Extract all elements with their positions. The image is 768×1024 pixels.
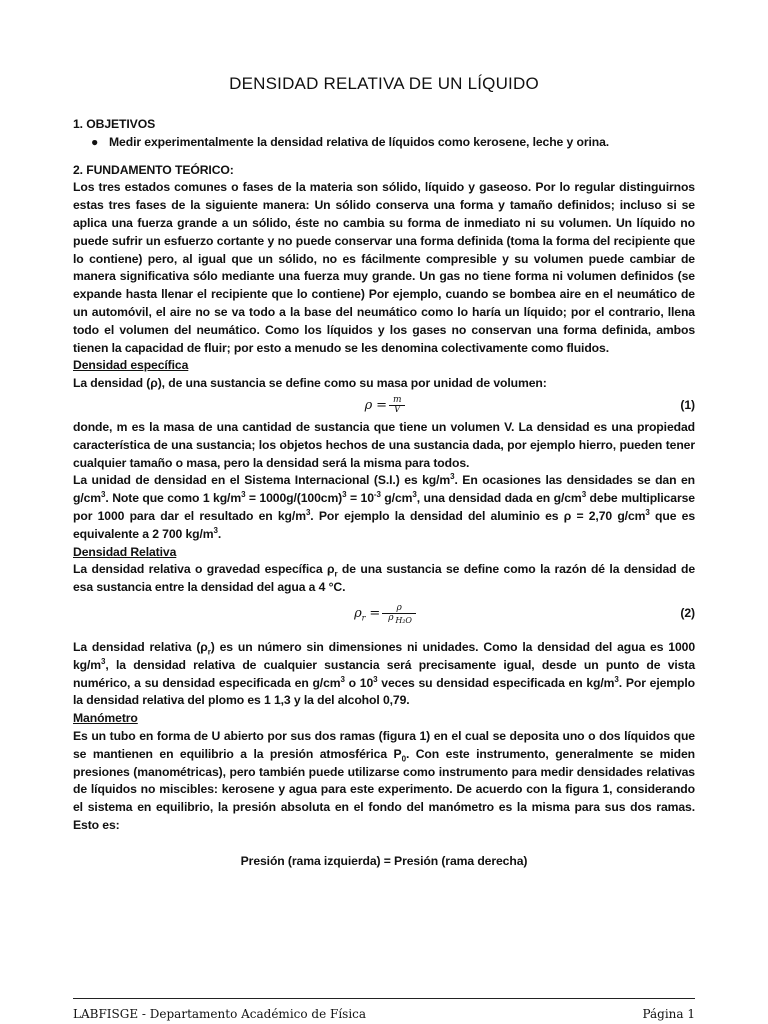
section-objetivos-heading: 1. OBJETIVOS [73, 117, 156, 131]
page-title: DENSIDAD RELATIVA DE UN LÍQUIDO [229, 74, 539, 93]
equation-2 [73, 597, 695, 631]
page-footer [73, 998, 695, 1021]
eq1-numerator: m [392, 395, 402, 406]
subheading-manometro: Manómetro [73, 711, 138, 726]
eq2-label: (2) [680, 605, 695, 620]
footer-page-number: Página 1 [642, 1007, 695, 1021]
eq2-lhs: $\rho_r$ = [354, 606, 381, 623]
eq1-denominator: V [393, 405, 401, 416]
paragraph-manometro: Es un tubo en forma de U abierto por sus dos ramas (figura 1) en el cual se deposita uno o dos líquidos que se mantienen en equilibrio a la presión atmosférica $P_0$. Con este instrumento, generalmente se miden presiones (manométricas), pero también puede utilizarse como instrumento para medir densidades relativas de líquidos no miscibles: kerosene y agua para este experimento. De acuerdo con la figura 1, considerando el sistema en equilibrio, la presión absoluta en el fondo del manómetro es la misma para sus dos ramas. Esto es: [73, 728, 695, 832]
footer-department: LABFISGE - Departamento Académico de Física [73, 1007, 367, 1021]
objective-bullet [91, 134, 695, 152]
pressure-equation-text: Presión (rama izquierda) = Presión (rama derecha) [240, 853, 528, 868]
subheading-densidad-relativa: Densidad Relativa [73, 544, 177, 559]
paragraph-densidad-relativa-2: La densidad relativa $(\rho_r)$ es un número sin dimensiones ni unidades. Como la densidad del agua es 1000 $kg/m^3$, la densidad relativa de cualquier sustancia será precisamente igual, desde un punto de vista numérico, a su densidad especificada en $g/cm^3$ o $10^3$ veces su densidad especificada en $kg/m^3$. Por ejemplo la densidad relativa del plomo es 1 1,3 y la del alcohol 0,79. [73, 639, 695, 708]
eq2-fraction [384, 603, 414, 626]
paragraph-densidad-def: La densidad (ρ), de una sustancia se define como su masa por unidad de volumen: [73, 376, 547, 391]
paragraph-unidades: La unidad de densidad en el Sistema Internacional (S.I.) es $kg/m^3$. En ocasiones las densidades se dan en $g/cm^3$. Note que como 1 $kg/m^3 = 1000g/(100cm)^3 = 10^{-3}$ $g/cm^3$, una densidad dada en $g/cm^3$ debe multiplicarse por 1000 para dar el resultado en $kg/m^3$. Por ejemplo la densidad del aluminio es ρ = 2,70 $g/cm^3$ que es equivalente a 2 700 $kg/m^3$. [73, 472, 696, 541]
eq1-label: (1) [680, 397, 695, 412]
document-body [73, 116, 695, 870]
paragraph-estados-materia: Los tres estados comunes o fases de la materia son sólido, líquido y gaseoso. Por lo regular distinguirnos estas tres fases de la siguiente manera: Un sólido conserva una forma y tamaño definidos; incluso si se aplica una fuerza grande a un sólido, éste no cambia su forma de inmediato ni su volumen. Un líquido no puede sufrir un esfuerzo cortante y no puede conservar una forma definida (toma la forma del recipiente que lo contiene) pero, al igual que un sólido, no es fácilmente compresible y su volumen puede cambiar de manera significativa sólo mediante una fuerza muy grande. Un gas no tiene forma ni volumen definidos (se expande hasta llenar el recipiente que lo contiene) Por ejemplo, cuando se bombea aire en el neumático de un automóvil, el aire no se va todo a la base del neumático como lo haría un líquido; por el contrario, llena todo el volumen del neumático. Como los líquidos y los gases no conservan una forma definida, ambos tienen la capacidad de fluir; por esto a menudo se les denomina colectivamente como fluidos. [73, 180, 695, 355]
section-fundamento-heading: 2. FUNDAMENTO TEÓRICO: [73, 162, 234, 177]
eq1-fraction [391, 396, 403, 415]
subheading-densidad-especifica: Densidad específica [73, 358, 189, 373]
objective-text: Medir experimentalmente la densidad relativa de líquidos como kerosene, leche y orina. [109, 134, 610, 149]
eq2-denominator: ρ $_{H_2O}$ [388, 613, 412, 626]
eq2-numerator: ρ [396, 603, 402, 614]
paragraph-densidad-relativa-def: La densidad relativa o gravedad específica $\rho_r$ de una sustancia se define como la razón dé la densidad de esa sustancia entre la densidad del agua a 4 °C. [73, 562, 695, 595]
equation-1 [73, 393, 695, 419]
eq1-lhs: ρ = [364, 398, 387, 414]
bullet-icon: ● [91, 134, 99, 149]
paragraph-donde: donde, m es la masa de una cantidad de sustancia que tiene un volumen V. La densidad es una propiedad característica de una sustancia; los objetos hechos de una sustancia dada, por ejemplo hierro, pueden tener cualquier tamaño o masa, pero la densidad será la misma para todos. [73, 419, 695, 470]
